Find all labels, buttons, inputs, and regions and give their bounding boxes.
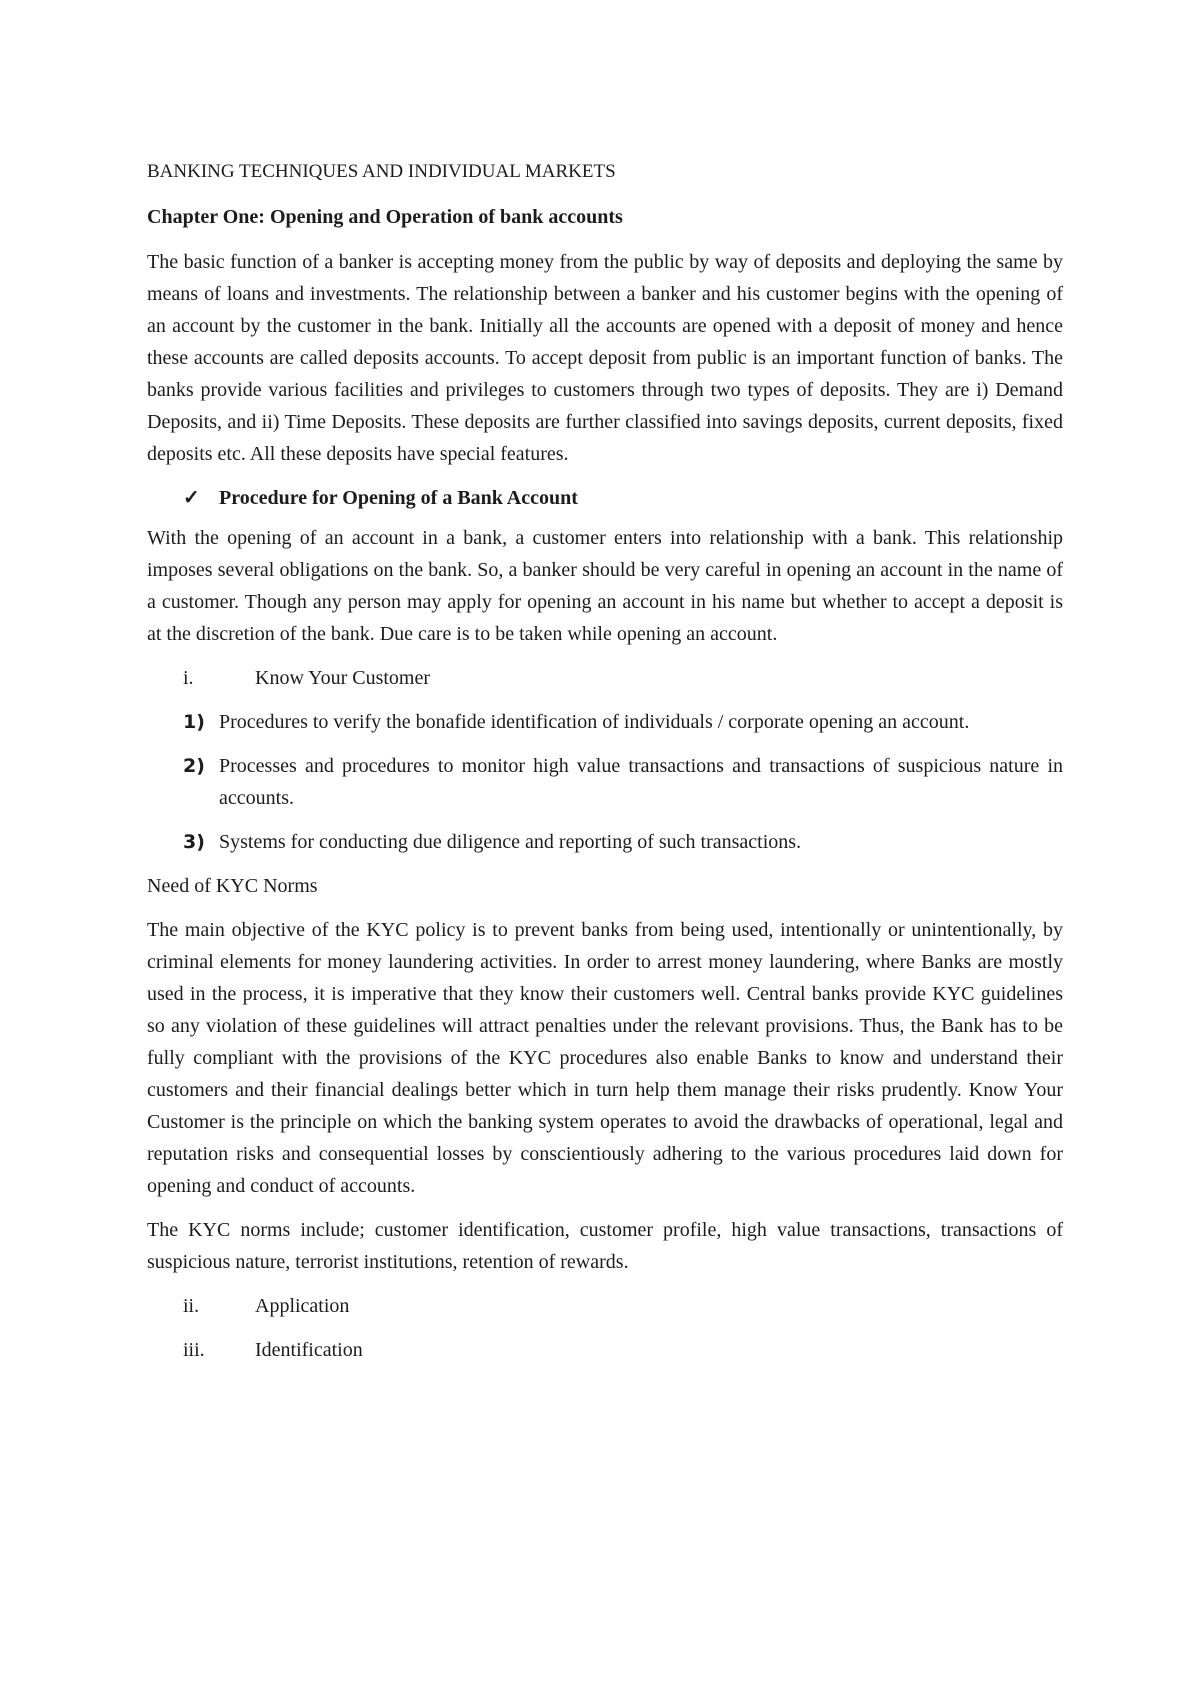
chapter-heading: Chapter One: Opening and Operation of bank accounts xyxy=(147,206,623,228)
list-text: Know Your Customer xyxy=(255,667,431,689)
document-title: BANKING TECHNIQUES AND INDIVIDUAL MARKETS xyxy=(147,161,616,182)
need-heading: Need of KYC Norms xyxy=(147,875,318,897)
list-number: 3) xyxy=(183,831,205,853)
list-text: Procedures to verify the bonafide identification of individuals / corporate opening an account. xyxy=(219,711,970,733)
list-number: 1) xyxy=(183,711,205,733)
list-text: Processes and procedures to monitor high value transactions and transactions of suspicious nature in accounts. xyxy=(219,755,1063,809)
list-number: i. xyxy=(183,667,194,689)
checkmark-icon: ✓ xyxy=(183,487,200,509)
kyc-item-1 xyxy=(183,706,1063,738)
norms-paragraph: The KYC norms include; customer identification, customer profile, high value transactions, transactions of suspicious nature, terrorist institutions, retention of rewards. xyxy=(147,1219,1063,1273)
list-text: Identification xyxy=(255,1339,363,1361)
need-paragraph: The main objective of the KYC policy is to prevent banks from being used, intentionally or unintentionally, by criminal elements for money laundering activities. In order to arrest money laundering, where Banks are mostly used in the process, it is imperative that they know their customers well. Central banks provide KYC guidelines so any violation of these guidelines will attract penalties under the relevant provisions. Thus, the Bank has to be fully compliant with the provisions of the KYC procedures also enable Banks to know and understand their customers and their financial dealings better which in turn help them manage their risks prudently. Know Your Customer is the principle on which the banking system operates to avoid the drawbacks of operational, legal and reputation risks and consequential losses by conscientiously adhering to the various procedures laid down for opening and conduct of accounts. xyxy=(147,919,1063,1197)
list-text: Application xyxy=(255,1295,350,1317)
kyc-item-2 xyxy=(183,750,1063,814)
list-item-iii xyxy=(183,1334,1063,1366)
procedure-heading xyxy=(183,482,1063,514)
list-item-ii xyxy=(183,1290,1063,1322)
list-text: Systems for conducting due diligence and reporting of such transactions. xyxy=(219,831,802,853)
list-number: iii. xyxy=(183,1339,205,1361)
list-number: ii. xyxy=(183,1295,200,1317)
kyc-item-3 xyxy=(183,826,1063,858)
list-item-i xyxy=(183,662,1063,694)
list-number: 2) xyxy=(183,755,205,777)
procedure-paragraph: With the opening of an account in a bank, a customer enters into relationship with a bank. This relationship imposes several obligations on the bank. So, a banker should be very careful in opening an account in the name of a customer. Though any person may apply for opening an account in his name but whether to accept a deposit is at the discretion of the bank. Due care is to be taken while opening an account. xyxy=(147,527,1063,645)
procedure-heading-text: Procedure for Opening of a Bank Account xyxy=(219,487,578,509)
intro-paragraph: The basic function of a banker is accepting money from the public by way of deposits and deploying the same by means of loans and investments. The relationship between a banker and his customer begins with the opening of an account by the customer in the bank. Initially all the accounts are opened with a deposit of money and hence these accounts are called deposits accounts. To accept deposit from public is an important function of banks. The banks provide various facilities and privileges to customers through two types of deposits. They are i) Demand Deposits, and ii) Time Deposits. These deposits are further classified into savings deposits, current deposits, fixed deposits etc. All these deposits have special features. xyxy=(147,251,1063,465)
